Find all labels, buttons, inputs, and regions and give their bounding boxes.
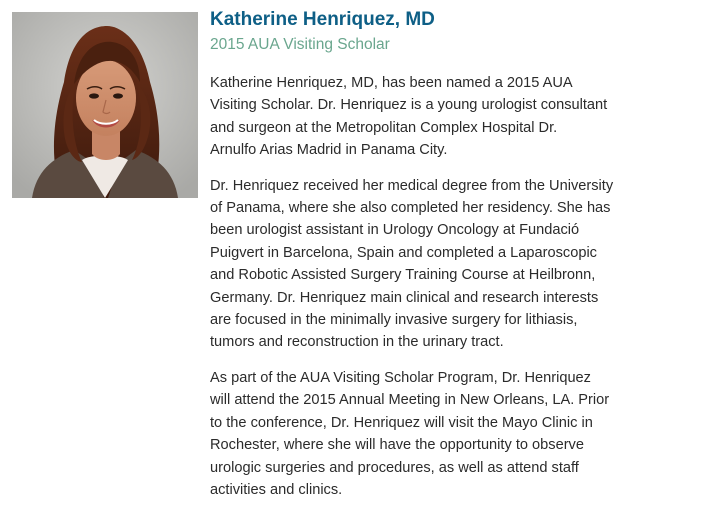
bio-line: Visiting Scholar. Dr. Henriquez is a young urologist consultant bbox=[210, 97, 608, 114]
bio-line: and surgeon at the Metropolitan Complex Hospital Dr. bbox=[210, 119, 558, 136]
bio-paragraph-3 bbox=[210, 367, 702, 501]
bio-line: been urologist assistant in Urology Oncology at Fundació bbox=[210, 222, 580, 239]
bio-line: Puigvert in Barcelona, Spain and completed a Laparoscopic bbox=[210, 244, 597, 261]
bio-line: will attend the 2015 Annual Meeting in New Orleans, LA. Prior bbox=[210, 392, 610, 409]
bio-line: Germany. Dr. Henriquez main clinical and research interests bbox=[210, 289, 599, 306]
profile-subtitle: 2015 AUA Visiting Scholar bbox=[210, 36, 390, 53]
bio-paragraph-2 bbox=[210, 175, 702, 354]
bio-line: Arnulfo Arias Madrid in Panama City. bbox=[210, 142, 448, 159]
bio-line: are focused in the minimally invasive surgery for lithiasis, bbox=[210, 312, 578, 329]
bio-line: of Panama, where she also completed her residency. She has bbox=[210, 200, 611, 217]
bio-line: Dr. Henriquez received her medical degree from the University bbox=[210, 177, 614, 194]
bio-line: to the conference, Dr. Henriquez will visit the Mayo Clinic in bbox=[210, 414, 593, 431]
bio-line: tumors and reconstruction in the urinary tract. bbox=[210, 334, 504, 351]
bio-line: As part of the AUA Visiting Scholar Program, Dr. Henriquez bbox=[210, 369, 591, 386]
bio-line: Rochester, where she will have the opportunity to observe bbox=[210, 437, 584, 454]
bio-paragraph-1 bbox=[210, 72, 702, 162]
bio-line: and Robotic Assisted Surgery Training Course at Heilbronn, bbox=[210, 267, 596, 284]
profile-name: Katherine Henriquez, MD bbox=[210, 9, 435, 30]
bio-line: activities and clinics. bbox=[210, 481, 343, 498]
portrait-illustration bbox=[12, 12, 198, 198]
profile-content bbox=[210, 8, 702, 501]
bio-line: Katherine Henriquez, MD, has been named a 2015 AUA bbox=[210, 75, 573, 91]
bio-line: urologic surgeries and procedures, as well as attend staff bbox=[210, 459, 579, 476]
portrait-photo bbox=[12, 12, 198, 198]
